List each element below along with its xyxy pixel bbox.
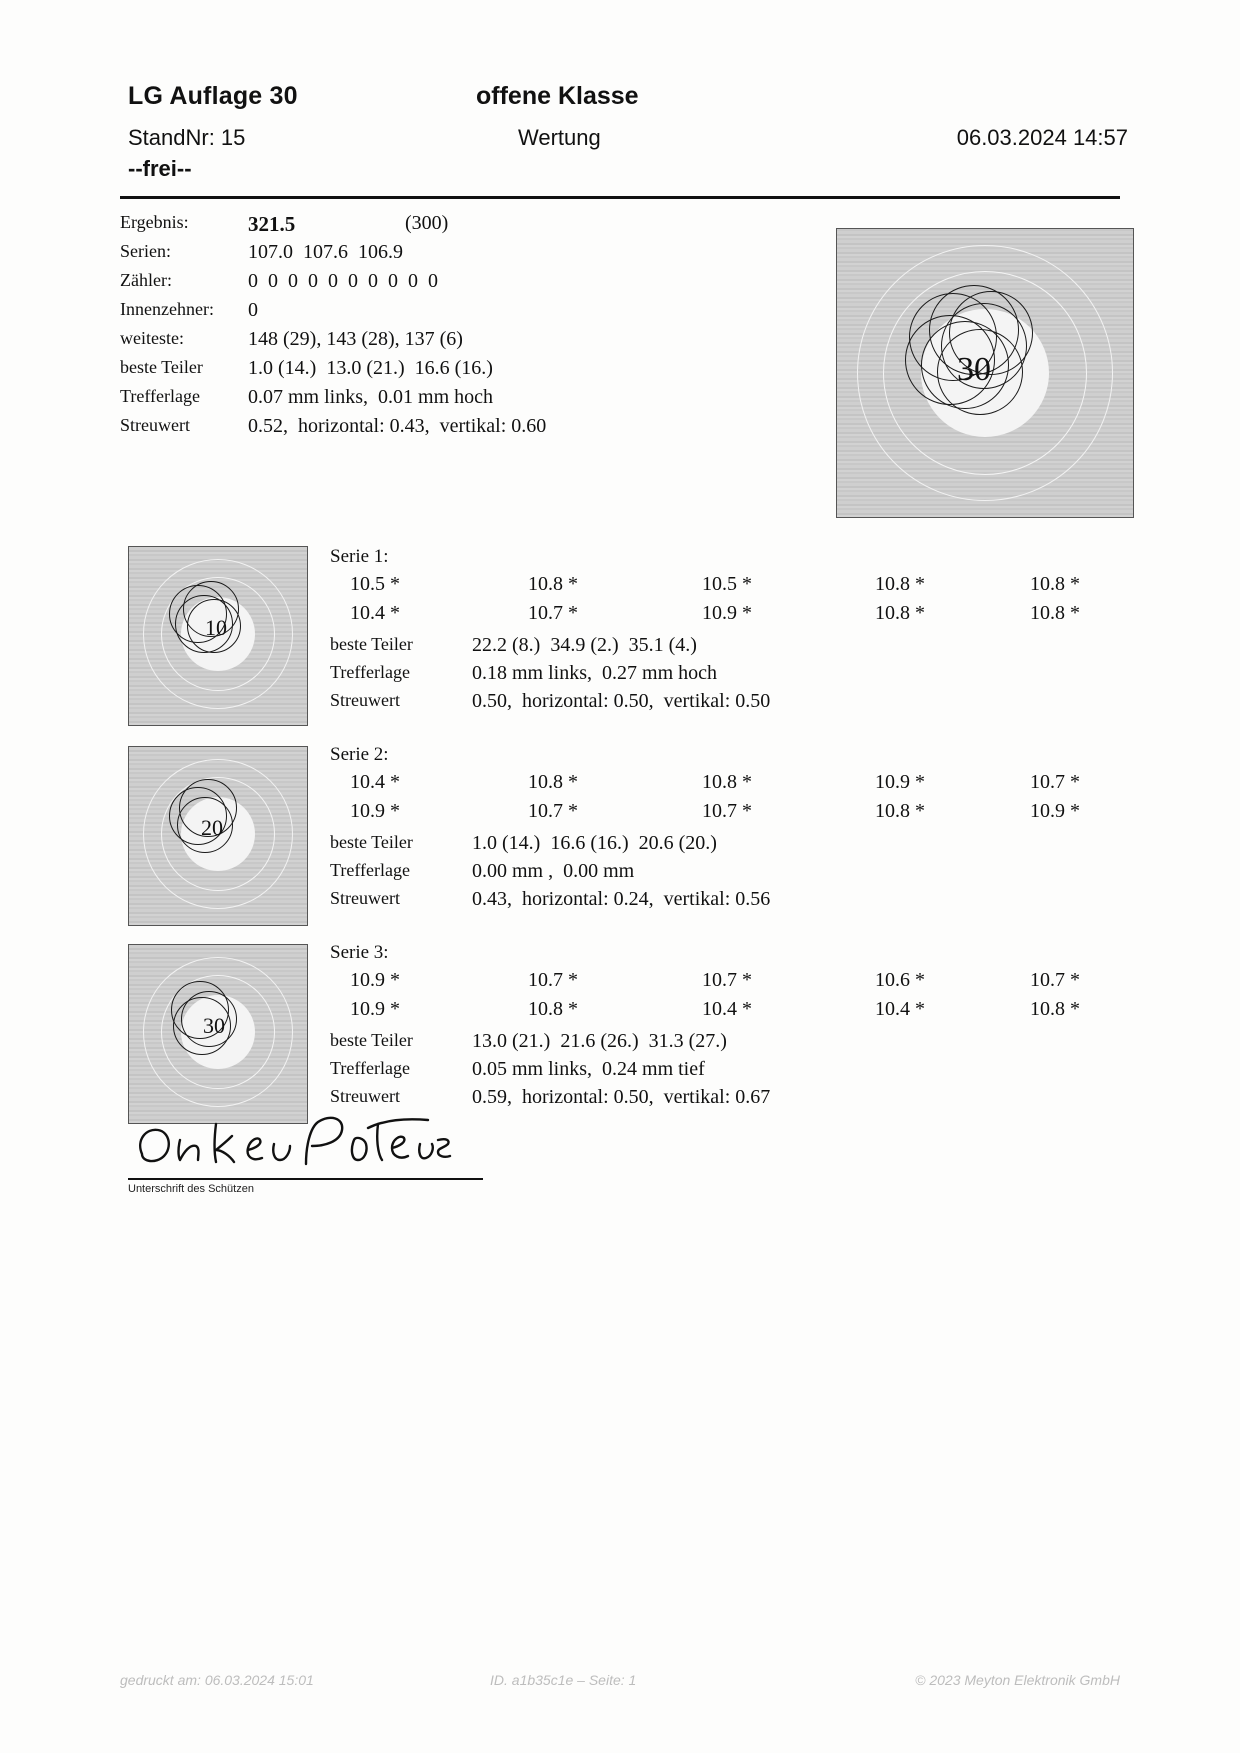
series-title: Serie 3: [330, 942, 389, 963]
series-stat-row [330, 832, 1120, 860]
signature-caption: Unterschrift des Schützen [128, 1183, 254, 1195]
shot-value: 10.8 * [1030, 998, 1080, 1020]
summary-value: 321.5 [248, 212, 296, 236]
shot-value: 10.8 * [528, 998, 578, 1020]
document-header [128, 82, 1128, 181]
shot-value: 10.7 * [1030, 771, 1080, 793]
summary-label: Innenzehner: [120, 299, 214, 319]
shot-value: 10.4 * [875, 998, 925, 1020]
shot-value: 10.7 * [528, 969, 578, 991]
header-divider [120, 196, 1120, 199]
summary-value: 148 (29), 143 (28), 137 (6) [248, 328, 463, 350]
summary-row [120, 386, 740, 415]
series-stat-value: 0.59, horizontal: 0.50, vertikal: 0.67 [472, 1086, 771, 1108]
series-stat-value: 0.00 mm , 0.00 mm [472, 860, 635, 882]
series-stat-value: 0.50, horizontal: 0.50, vertikal: 0.50 [472, 690, 771, 712]
series-title: Serie 1: [330, 546, 389, 567]
series-stat-label: beste Teiler [330, 634, 413, 654]
summary-row [120, 212, 740, 241]
shot-value: 10.4 * [350, 771, 400, 793]
shot-value: 10.9 * [350, 800, 400, 822]
series-shots-row [350, 998, 1120, 1026]
target-image-serie-1 [128, 546, 308, 726]
shot-value: 10.4 * [350, 602, 400, 624]
header-row-meta [128, 125, 1128, 155]
series-shots-row [350, 800, 1120, 828]
shot-value: 10.8 * [702, 771, 752, 793]
series-stat-label: beste Teiler [330, 832, 413, 852]
summary-label: Zähler: [120, 270, 172, 290]
shot-value: 10.5 * [702, 573, 752, 595]
series-stat-row [330, 662, 1120, 690]
series-stat-row [330, 690, 1120, 718]
shot-value: 10.6 * [875, 969, 925, 991]
shot-value: 10.7 * [702, 800, 752, 822]
footer-id: ID. a1b35c1e – Seite: 1 [490, 1672, 637, 1688]
summary-row [120, 415, 740, 444]
summary-value: 1.0 (14.) 13.0 (21.) 16.6 (16.) [248, 357, 493, 379]
stand-number: StandNr: 15 [128, 125, 246, 150]
shot-value: 10.8 * [1030, 602, 1080, 624]
summary-row [120, 357, 740, 386]
shot-value: 10.9 * [350, 998, 400, 1020]
series-stat-label: Streuwert [330, 1086, 400, 1106]
series-stat-label: Trefferlage [330, 860, 410, 880]
summary-label: Trefferlage [120, 386, 200, 406]
shot-value: 10.7 * [528, 800, 578, 822]
target-image-serie-2 [128, 746, 308, 926]
series-stat-value: 0.43, horizontal: 0.24, vertikal: 0.56 [472, 888, 771, 910]
shooter-name: --frei-- [128, 156, 192, 181]
shot-value: 10.8 * [875, 800, 925, 822]
shot-value: 10.7 * [702, 969, 752, 991]
summary-label: Serien: [120, 241, 171, 261]
series-shots-row [350, 969, 1120, 997]
series-stat-value: 13.0 (21.) 21.6 (26.) 31.3 (27.) [472, 1030, 727, 1052]
series-stat-label: Trefferlage [330, 1058, 410, 1078]
shot-value: 10.8 * [875, 573, 925, 595]
summary-max: (300) [405, 212, 449, 234]
shot-value: 10.9 * [1030, 800, 1080, 822]
summary-label: beste Teiler [120, 357, 203, 377]
document-footer [120, 1672, 1120, 1692]
shot-value: 10.9 * [702, 602, 752, 624]
header-row-title [128, 82, 1128, 116]
shot-value: 10.8 * [528, 573, 578, 595]
summary-value: 0.07 mm links, 0.01 mm hoch [248, 386, 493, 408]
summary-value: 0.52, horizontal: 0.43, vertikal: 0.60 [248, 415, 547, 437]
series-stat-value: 0.05 mm links, 0.24 mm tief [472, 1058, 705, 1080]
shot-value: 10.9 * [350, 969, 400, 991]
shot-value: 10.7 * [1030, 969, 1080, 991]
shot-value: 10.8 * [528, 771, 578, 793]
target-label: 10 [205, 615, 227, 640]
shot-value: 10.8 * [1030, 573, 1080, 595]
target-image-total [836, 228, 1134, 518]
shot-value: 10.7 * [528, 602, 578, 624]
timestamp: 06.03.2024 14:57 [956, 125, 1128, 150]
series-shots-row [350, 771, 1120, 799]
summary-block [120, 212, 740, 444]
target-label: 30 [957, 351, 991, 388]
series-shots-row [350, 573, 1120, 601]
series-stat-row [330, 1058, 1120, 1086]
series-stat-row [330, 860, 1120, 888]
series-stat-label: Streuwert [330, 690, 400, 710]
footer-copyright: © 2023 Meyton Elektronik GmbH [915, 1672, 1120, 1688]
summary-value: 0 0 0 0 0 0 0 0 0 0 [248, 270, 438, 292]
series-title: Serie 2: [330, 744, 389, 765]
page-title: LG Auflage 30 [128, 82, 298, 110]
shot-value: 10.5 * [350, 573, 400, 595]
summary-value: 107.0 107.6 106.9 [248, 241, 403, 263]
series-stat-row [330, 1030, 1120, 1058]
summary-row [120, 328, 740, 357]
target-label: 20 [201, 815, 223, 840]
shot-value: 10.8 * [875, 602, 925, 624]
series-shots-row [350, 602, 1120, 630]
summary-row [120, 299, 740, 328]
series-stat-row [330, 888, 1120, 916]
series-stat-label: Trefferlage [330, 662, 410, 682]
footer-printed: gedruckt am: 06.03.2024 15:01 [120, 1672, 314, 1688]
summary-row [120, 270, 740, 299]
summary-label: weiteste: [120, 328, 184, 348]
summary-row [120, 241, 740, 270]
signature-line [128, 1178, 483, 1180]
series-stat-label: Streuwert [330, 888, 400, 908]
series-stat-value: 0.18 mm links, 0.27 mm hoch [472, 662, 717, 684]
series-stat-label: beste Teiler [330, 1030, 413, 1050]
summary-label: Streuwert [120, 415, 190, 435]
series-stat-row [330, 634, 1120, 662]
series-stat-value: 22.2 (8.) 34.9 (2.) 35.1 (4.) [472, 634, 697, 656]
competition-class: offene Klasse [476, 82, 639, 110]
shot-value: 10.4 * [702, 998, 752, 1020]
target-image-serie-3 [128, 944, 308, 1124]
summary-label: Ergebnis: [120, 212, 189, 232]
summary-value: 0 [248, 299, 258, 321]
wertung-label: Wertung [518, 125, 601, 150]
target-label: 30 [203, 1013, 225, 1038]
series-stat-value: 1.0 (14.) 16.6 (16.) 20.6 (20.) [472, 832, 717, 854]
shot-value: 10.9 * [875, 771, 925, 793]
